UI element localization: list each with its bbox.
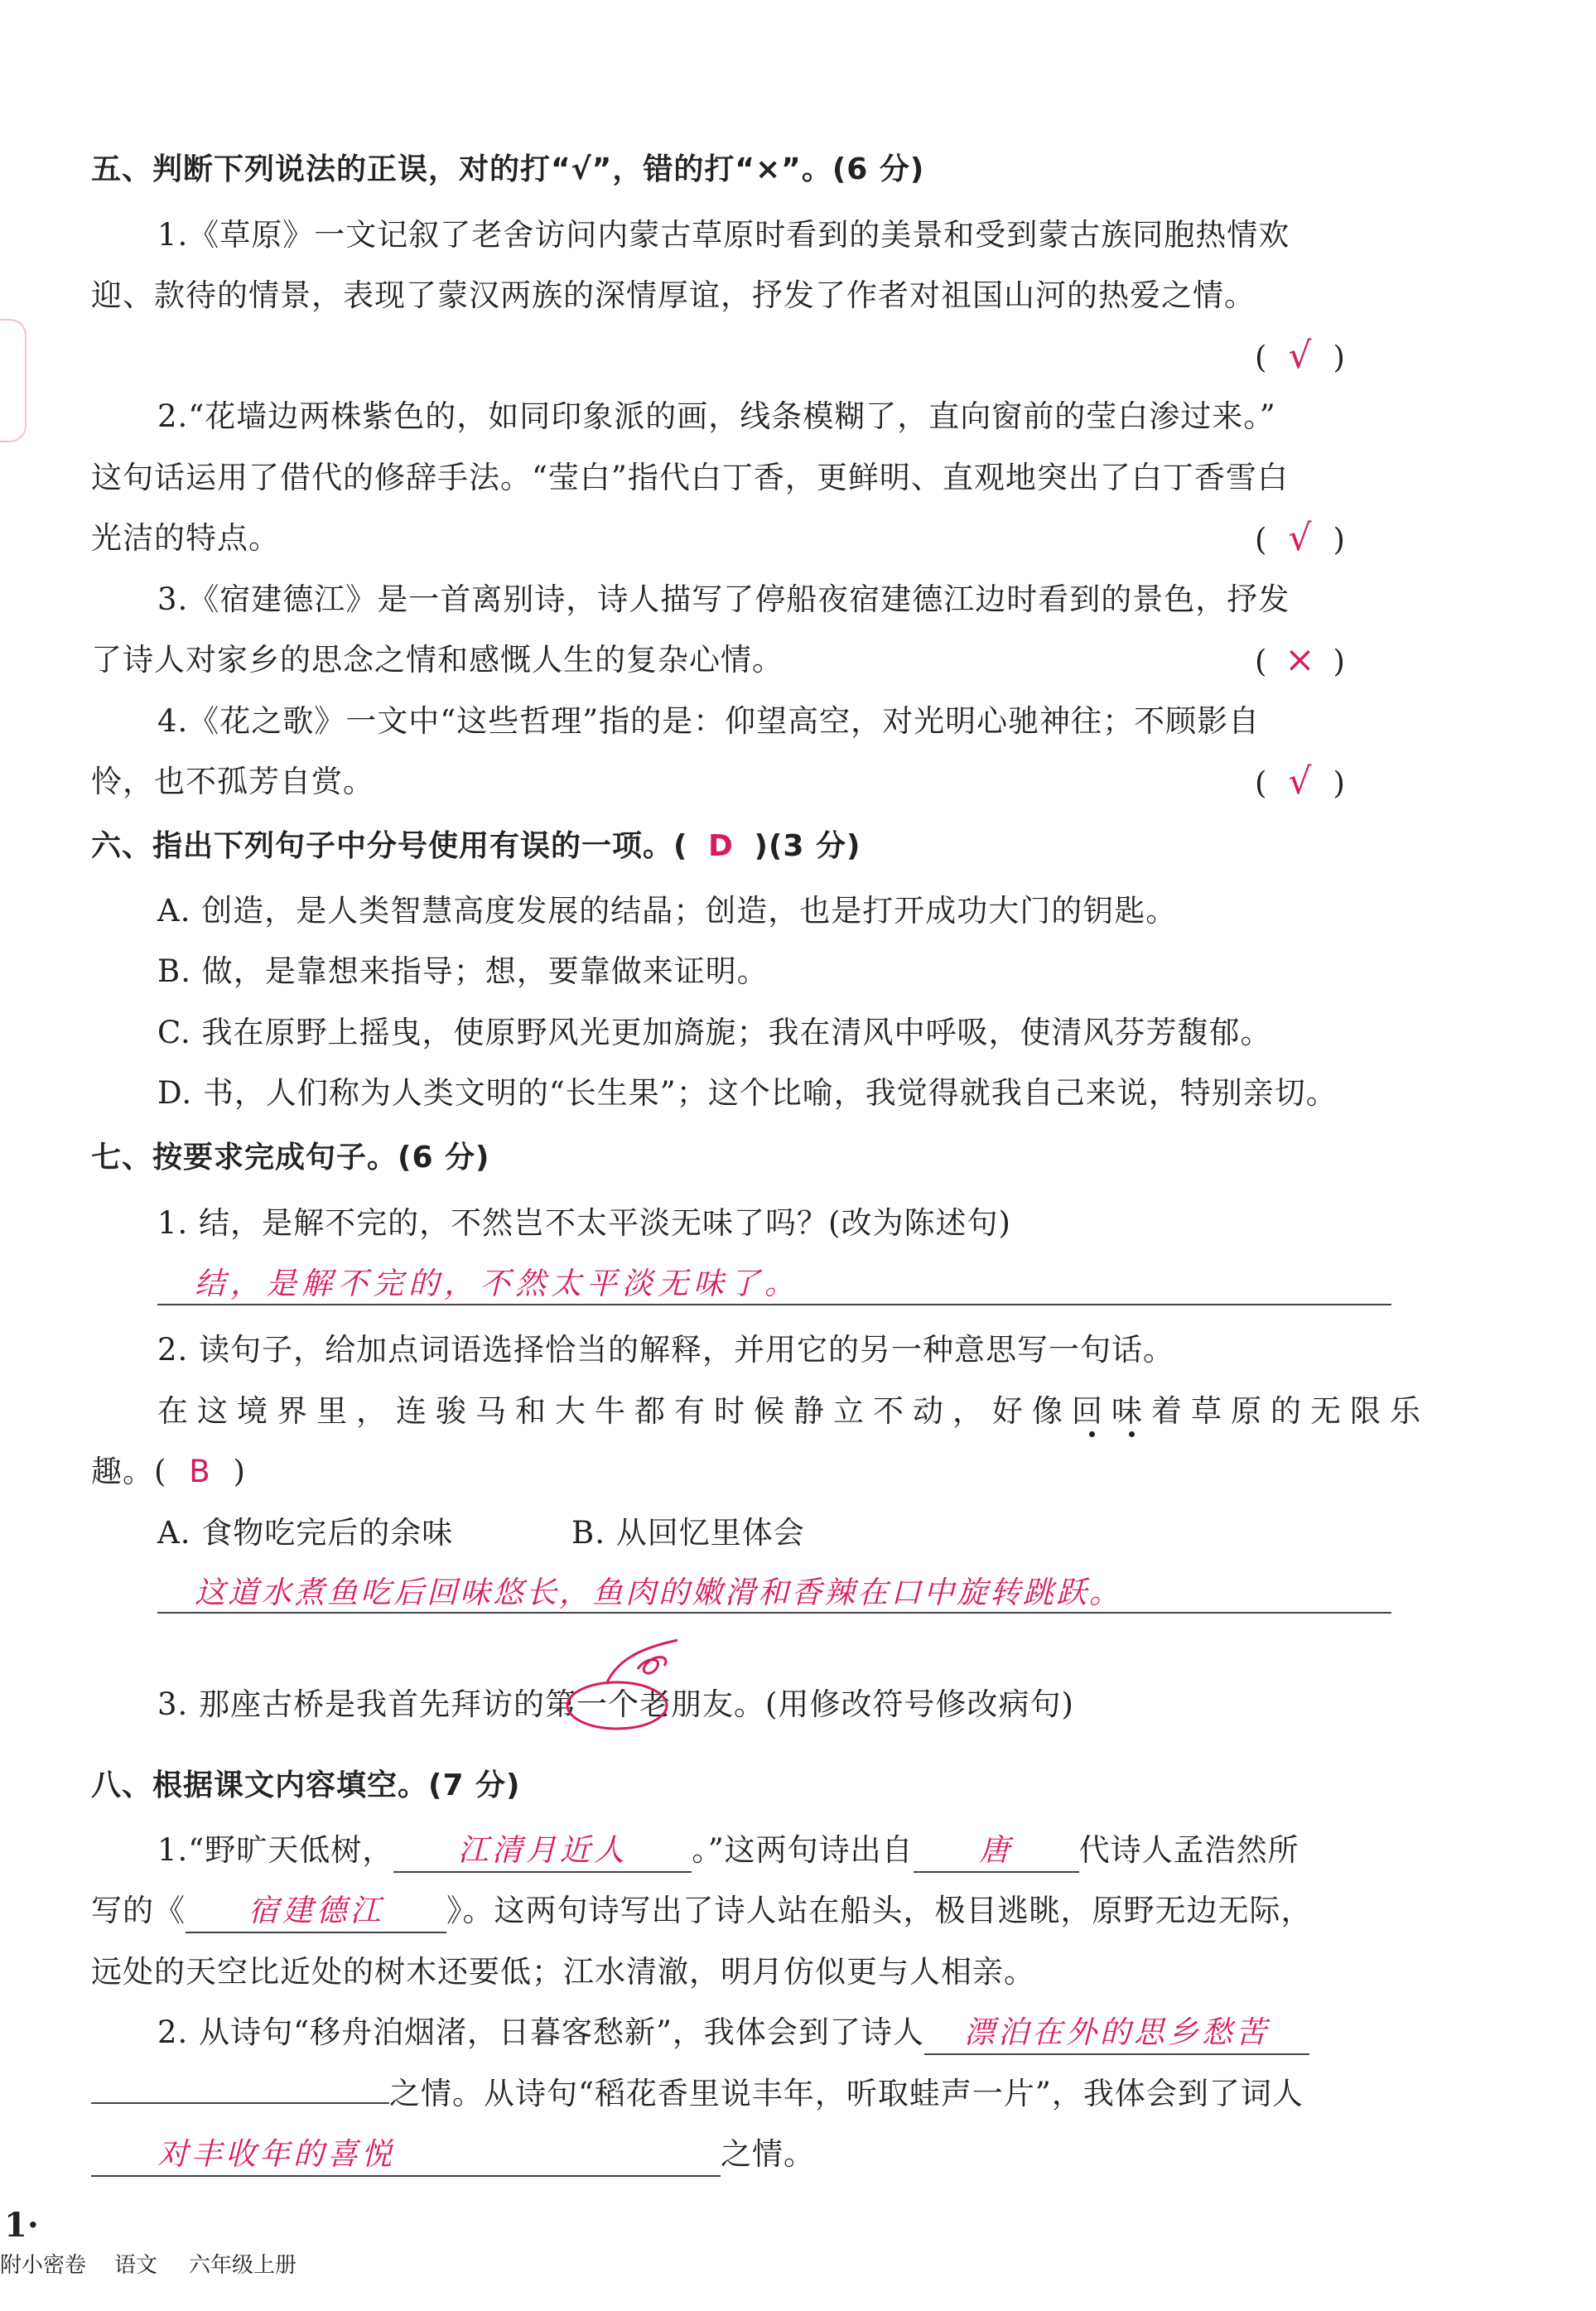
s7-q3-pre: 3. 那座古桥是我首先拜访的	[157, 1686, 546, 1722]
s8-q1-blank-3: 宿建德江	[186, 1890, 446, 1933]
s5-q4-answer: ( √ )	[1255, 760, 1345, 803]
section7-heading: 七、按要求完成句子。(6 分)	[91, 1141, 490, 1175]
s8-q2-text-d: 之情。	[721, 2136, 815, 2172]
footer-subject: 语文	[114, 2253, 158, 2278]
page-number: 1·	[4, 2206, 39, 2245]
s5-q2-answer: ( √ )	[1255, 517, 1345, 559]
s5-q3-line2: 了诗人对家乡的思念之情和感慨人生的复杂心情。	[91, 642, 784, 678]
section6-answer: D	[708, 829, 734, 863]
s5-q1-line2: 迎、款待的情景，表现了蒙汉两族的深情厚谊，抒发了作者对祖国山河的热爱之情。	[91, 277, 1256, 313]
s5-q2-check: √	[1288, 517, 1312, 559]
s8-q2-line2	[91, 2073, 1304, 2115]
s8-q1-text-e: 写的《	[91, 1893, 186, 1928]
s7-q2-answer-line	[157, 1612, 1391, 1614]
s8-q2-text-a: 2. 从诗句“移舟泊烟渚，日暮客愁新”，我体会到了诗人	[157, 2014, 924, 2050]
s8-q2-line3	[91, 2134, 815, 2177]
s7-q2-answer: B	[189, 1454, 211, 1489]
s7-q1: 1. 结，是解不完的，不然岂不太平淡无味了吗？(改为陈述句)	[157, 1205, 1011, 1241]
s7-q2-l2-post: )	[233, 1454, 246, 1489]
s7-q3-marked-words: 第一个	[545, 1686, 640, 1722]
s7-q1-answer-line	[157, 1304, 1391, 1305]
section6-heading	[91, 826, 861, 867]
s5-q4-check: √	[1288, 760, 1312, 803]
dotted-char-1: 回	[1072, 1393, 1111, 1429]
section6-heading-text: 六、指出下列句子中分号使用有误的一项。(	[91, 829, 688, 863]
s5-q1-check: √	[1288, 335, 1312, 377]
s7-q2-sentence-pre: 在这境界里，连骏马和大牛都有时候静立不动，好像	[157, 1393, 1072, 1429]
s6-option-a: A. 创造，是人类智慧高度发展的结晶；创造，也是打开成功大门的钥匙。	[157, 893, 1178, 929]
s7-q2-l2-pre: 趣。(	[91, 1454, 167, 1489]
s8-q1-line2	[91, 1890, 1313, 1933]
s7-q3-post: 老朋友。(用修改符号修改病句)	[639, 1686, 1074, 1722]
s8-q1-blank-2: 唐	[914, 1830, 1079, 1873]
s5-q2-line3: 光洁的特点。	[91, 520, 280, 556]
s8-q1-blank-1: 江清月近人	[393, 1830, 692, 1873]
s6-option-c: C. 我在原野上摇曳，使原野风光更加旖旎；我在清风中呼吸，使清风芬芳馥郁。	[157, 1015, 1272, 1050]
s7-q2-sentence-line2	[91, 1451, 246, 1493]
s8-q1-line1	[157, 1830, 1299, 1873]
s8-q1-text-f: 》。这两句诗写出了诗人站在船头，极目逃眺，原野无边无际，	[446, 1893, 1313, 1928]
s8-q2-line1	[157, 2012, 1309, 2055]
s5-q2-line2: 这句话运用了借代的修辞手法。“莹白”指代白丁香，更鲜明、直观地突出了白丁香雪白	[91, 460, 1289, 495]
s5-q4-line2: 怜，也不孤芳自赏。	[91, 764, 374, 799]
s7-q2: 2. 读句子，给加点词语选择恰当的解释，并用它的另一种意思写一句话。	[157, 1332, 1175, 1368]
red-stamp-mark	[0, 319, 27, 442]
s5-q1-answer: ( √ )	[1255, 335, 1345, 377]
s8-q2-text-c: 之情。从诗句“稻花香里说丰年，听取蛙声一片”，我体会到了词人	[389, 2076, 1304, 2111]
s5-q2-line1: 2.“花墙边两株紫色的，如同印象派的画，线条模糊了，直向窗前的莹白渗过来。”	[157, 398, 1276, 434]
s8-q1-text-d: 代诗人孟浩然所	[1078, 1832, 1299, 1868]
s8-q2-blank-continuation	[91, 2102, 389, 2104]
section6-score: )(3 分)	[754, 829, 861, 863]
s5-q4-line1: 4.《花之歌》一文中“这些哲理”指的是：仰望高空，对光明心驰神往；不顾影自	[157, 703, 1261, 739]
dotted-char-2: 味	[1111, 1393, 1151, 1429]
s6-option-d: D. 书，人们称为人类文明的“长生果”；这个比喻，我觉得就我自己来说，特别亲切。	[157, 1075, 1338, 1111]
s5-q3-cross: ×	[1285, 639, 1315, 681]
section8-heading: 八、根据课文内容填空。(7 分)	[91, 1768, 521, 1802]
correction-mark-icon	[555, 1636, 696, 1744]
s8-q2-blank-1: 漂泊在外的思乡愁苦	[924, 2012, 1309, 2055]
s7-q2-option-a: A. 食物吃完后的余味	[157, 1515, 454, 1551]
s7-q2-option-b: B. 从回忆里体会	[571, 1515, 805, 1551]
s5-q1-line1: 1.《草原》一文记叙了老舍访问内蒙古草原时看到的美景和受到蒙古族同胞热情欢	[157, 217, 1290, 253]
s5-q3-line1: 3.《宿建德江》是一首离别诗，诗人描写了停船夜宿建德江边时看到的景色，抒发	[157, 581, 1290, 617]
s5-q3-answer: ( × )	[1255, 639, 1345, 681]
section5-heading: 五、判断下列说法的正误，对的打“√”，错的打“×”。(6 分)	[91, 152, 925, 186]
s7-q2-written-sentence: 这道水煮鱼吃后回味悠长，鱼肉的嫩滑和香辣在口中旋转跳跃。	[195, 1575, 1122, 1610]
s7-q2-sentence-post: 着草原的无限乐	[1151, 1393, 1430, 1429]
s7-q1-answer: 结，是解不完的，不然太平淡无味了。	[195, 1266, 800, 1301]
s8-q2-blank-2: 对丰收年的喜悦	[91, 2134, 721, 2177]
s8-q1-line3: 远处的天空比近处的树木还要低；江水清澈，明月仿似更与人相亲。	[91, 1954, 1035, 1990]
s8-q1-text-a: 1.“野旷天低树，	[157, 1832, 394, 1868]
footer-grade: 六年级上册	[189, 2253, 297, 2278]
s6-option-b: B. 做，是靠想来指导；想，要靠做来证明。	[157, 953, 769, 989]
s8-q1-text-c: 。”这两句诗出自	[692, 1832, 914, 1868]
s7-q2-sentence	[157, 1391, 1430, 1432]
footer-series: 附小密卷	[0, 2253, 87, 2278]
